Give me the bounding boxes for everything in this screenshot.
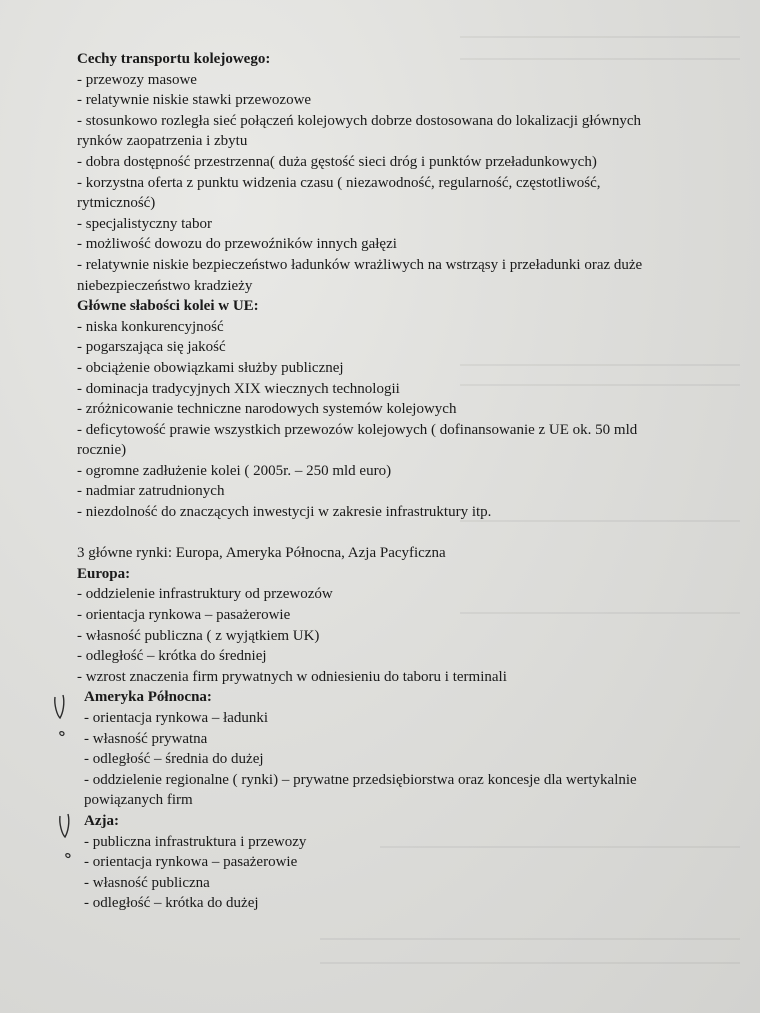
document-body (77, 49, 717, 914)
list-item: - orientacja rynkowa – ładunki (84, 710, 269, 726)
list-item: - możliwość dowozu do przewoźników innych gałęzi (77, 236, 397, 253)
list-item: - deficytowość prawie wszystkich przewozów kolejowych ( dofinansowanie z UE ok. 50 mld (77, 421, 638, 438)
list-item: - własność publiczna (84, 874, 210, 891)
list-item: - odległość – krótka do średniej (77, 648, 267, 665)
pen-mark-dot (57, 729, 67, 739)
list-item: - odległość – krótka do dużej (84, 895, 259, 912)
section-heading-europe: Europa: (77, 565, 131, 582)
list-item: - niezdolność do znaczących inwestycji w zakresie infrastruktury itp. (77, 504, 492, 521)
list-item-continuation: rynków zaopatrzenia i zbytu (77, 133, 248, 150)
pen-mark-checkmark (50, 693, 70, 721)
pen-mark-checkmark (55, 812, 75, 840)
list-item: - oddzielenie infrastruktury od przewozów (77, 586, 333, 603)
list-item: - orientacja rynkowa – pasażerowie (77, 607, 291, 624)
list-item: - zróżnicowanie techniczne narodowych systemów kolejowych (77, 401, 457, 418)
list-item: - dobra dostępność przestrzenna( duża gęstość sieci dróg i punktów przeładunkowych) (77, 153, 597, 170)
list-item: - nadmiar zatrudnionych (77, 483, 225, 500)
list-item-continuation: rocznie) (77, 442, 127, 459)
list-item-continuation: rytmiczność) (77, 195, 156, 212)
bleed-through-line (320, 938, 740, 940)
list-item: - niska konkurencyjność (77, 318, 224, 335)
asia-list (77, 832, 717, 914)
list-item: - własność publiczna ( z wyjątkiem UK) (77, 627, 320, 644)
list-item: - pogarszająca się jakość (77, 339, 226, 356)
markets-summary: 3 główne rynki: Europa, Ameryka Północna, Azja Pacyficzna (77, 545, 446, 562)
list-item: - oddzielenie regionalne ( rynki) – prywatne przedsiębiorstwa oraz koncesje dla wertykalnie (84, 771, 637, 788)
list-item: - relatywnie niskie stawki przewozowe (77, 92, 312, 109)
eu-weaknesses-list (77, 317, 717, 523)
list-item: - przewozy masowe (77, 71, 197, 88)
section-heading-north-america: Ameryka Północna: (84, 689, 212, 706)
list-item: - ogromne zadłużenie kolei ( 2005r. – 250 mld euro) (77, 462, 392, 479)
section-heading-asia: Azja: (84, 812, 119, 829)
list-item: - stosunkowo rozległa sieć połączeń kolejowych dobrze dostosowana do lokalizacji głównych (77, 112, 642, 129)
list-item: - specjalistyczny tabor (77, 215, 212, 232)
list-item: - własność prywatna (84, 730, 208, 747)
rail-features-list (77, 70, 717, 297)
list-item: - relatywnie niskie bezpieczeństwo ładunków wrażliwych na wstrząsy i przeładunki oraz duże (77, 256, 643, 273)
bleed-through-line (460, 36, 740, 38)
list-item: - orientacja rynkowa – pasażerowie (84, 854, 298, 871)
list-item-continuation: niebezpieczeństwo kradzieży (77, 277, 253, 294)
list-item: - odległość – średnia do dużej (84, 751, 264, 768)
bleed-through-line (320, 962, 740, 964)
list-item: - publiczna infrastruktura i przewozy (84, 833, 307, 850)
pen-mark-dot (63, 851, 73, 861)
list-item-continuation: powiązanych firm (84, 792, 193, 809)
section-heading-rail-features: Cechy transportu kolejowego: (77, 51, 271, 67)
north-america-list (77, 708, 717, 811)
list-item: - wzrost znaczenia firm prywatnych w odniesieniu do taboru i terminali (77, 668, 507, 685)
section-heading-eu-weaknesses: Główne słabości kolei w UE: (77, 298, 259, 315)
list-item: - korzystna oferta z punktu widzenia czasu ( niezawodność, regularność, częstotliwość, (77, 174, 601, 191)
paragraph-gap (77, 523, 717, 544)
europe-list (77, 584, 717, 687)
list-item: - obciążenie obowiązkami służby publicznej (77, 359, 344, 376)
list-item: - dominacja tradycyjnych XIX wiecznych technologii (77, 380, 400, 397)
